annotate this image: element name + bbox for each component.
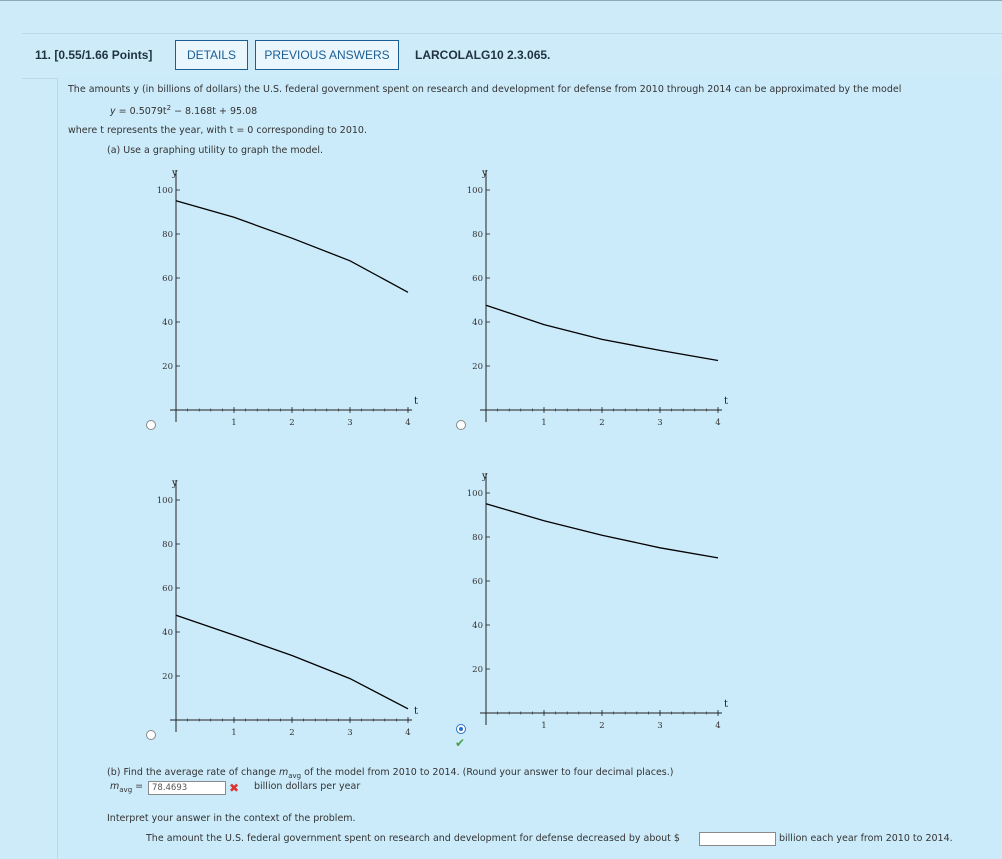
average-rate-input[interactable]: 78.4693 (148, 781, 226, 795)
y-tick-label: 20 (472, 665, 483, 675)
x-tick-label: 4 (405, 418, 411, 428)
y-tick-label: 80 (472, 230, 483, 240)
x-tick-label: 3 (657, 418, 663, 428)
x-axis-label: t (414, 706, 419, 717)
y-axis-label: y (482, 471, 488, 482)
x-tick-label: 4 (715, 721, 721, 731)
incorrect-x-icon: ✖ (229, 781, 240, 795)
y-tick-label: 20 (162, 672, 173, 682)
x-tick-label: 2 (599, 721, 605, 731)
y-tick-label: 80 (162, 540, 173, 550)
x-axis-label: t (724, 396, 729, 407)
top-border (0, 0, 1002, 1)
question-header (22, 33, 1002, 79)
correct-check-icon: ✔ (455, 736, 466, 750)
graph-option-1 (140, 160, 440, 435)
x-tick-label: 2 (289, 728, 295, 738)
y-tick-label: 100 (466, 489, 483, 499)
question-number-points: 11. [0.55/1.66 Points] (35, 48, 153, 62)
x-tick-label: 3 (347, 418, 353, 428)
model-equation: $y = 0.5079t^2 - 8.168t + 95.08$ (110, 104, 258, 118)
x-tick-label: 3 (657, 721, 663, 731)
y-tick-label: 20 (162, 362, 173, 372)
graph-option-2 (450, 160, 750, 435)
radio-option-1[interactable] (146, 420, 156, 430)
interpret-input[interactable] (699, 832, 776, 846)
x-tick-label: 1 (231, 418, 237, 428)
answer-units: billion dollars per year (254, 781, 361, 792)
y-tick-label: 60 (162, 584, 173, 594)
graph-option-4 (450, 463, 750, 738)
y-tick-label: 40 (162, 318, 173, 328)
y-tick-label: 20 (472, 362, 483, 372)
series-line (486, 504, 718, 558)
y-tick-label: 100 (156, 496, 173, 506)
y-tick-label: 60 (472, 274, 483, 284)
series-line (176, 201, 408, 292)
x-axis-label: t (724, 699, 729, 710)
series-line (176, 615, 408, 709)
previous-answers-button[interactable]: PREVIOUS ANSWERS (255, 40, 399, 70)
radio-option-2[interactable] (456, 420, 466, 430)
y-tick-label: 60 (162, 274, 173, 284)
part-a-prompt: (a) Use a graphing utility to graph the model. (107, 145, 324, 156)
x-tick-label: 2 (599, 418, 605, 428)
x-axis-label: t (414, 396, 419, 407)
y-tick-label: 40 (162, 628, 173, 638)
x-tick-label: 4 (405, 728, 411, 738)
intro-text: The amounts y (in billions of dollars) the U.S. federal government spent on research and development for defense from 2010 through 2014 can be approximated by the model (68, 84, 902, 95)
interpret-text: The amount the U.S. federal government spent on research and development for defense decreased by about $ (146, 833, 680, 844)
y-axis-label: y (172, 478, 178, 489)
radio-option-3[interactable] (146, 730, 156, 740)
x-tick-label: 3 (347, 728, 353, 738)
x-tick-label: 1 (541, 721, 547, 731)
interpret-suffix: billion each year from 2010 to 2014. (779, 833, 953, 844)
y-tick-label: 60 (472, 577, 483, 587)
details-button[interactable]: DETAILS (175, 40, 248, 70)
x-tick-label: 4 (715, 418, 721, 428)
problem-code: LARCOLALG10 2.3.065. (415, 48, 551, 62)
interpret-prompt: Interpret your answer in the context of the problem. (107, 813, 356, 824)
x-tick-label: 1 (231, 728, 237, 738)
y-axis-label: y (172, 168, 178, 179)
x-tick-label: 1 (541, 418, 547, 428)
y-tick-label: 100 (156, 186, 173, 196)
y-tick-label: 80 (162, 230, 173, 240)
graph-option-3 (140, 470, 440, 745)
x-tick-label: 2 (289, 418, 295, 428)
y-axis-label: y (482, 168, 488, 179)
where-text: where t represents the year, with t = 0 corresponding to 2010. (68, 125, 367, 136)
y-tick-label: 40 (472, 318, 483, 328)
radio-option-4[interactable] (456, 724, 466, 734)
y-tick-label: 40 (472, 621, 483, 631)
answer-label: $m_{avg}$ = (110, 781, 144, 794)
series-line (486, 305, 718, 360)
y-tick-label: 100 (466, 186, 483, 196)
part-b-prompt: (b) Find the average rate of change $m_{avg}$ of the model from 2010 to 2014. (Round your answer to four decimal places.) (107, 767, 674, 780)
y-tick-label: 80 (472, 533, 483, 543)
